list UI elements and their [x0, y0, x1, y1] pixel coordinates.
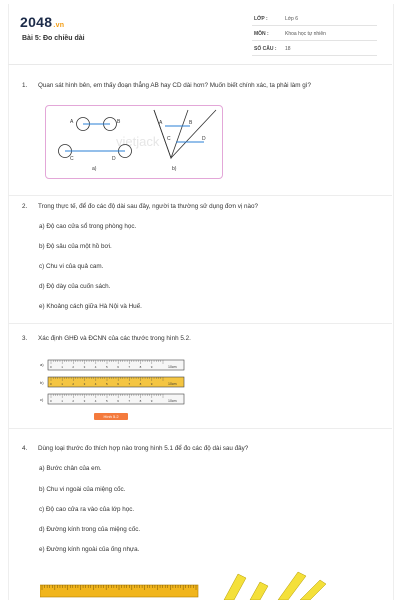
ruler-number: 9: [150, 365, 153, 369]
question-text: Trong thực tế, để đo các độ dài sau đây, người ta thường sử dụng đơn vị nào?: [38, 203, 259, 210]
ruler-number: 6: [117, 382, 119, 386]
ruler-number: 0: [50, 382, 52, 386]
ruler-number: 0: [50, 365, 52, 369]
ruler-number: 3: [83, 382, 86, 386]
option-item: a) Bước chân của em.: [39, 465, 102, 472]
ruler-label-c: c): [40, 397, 44, 402]
site-logo[interactable]: [20, 14, 64, 30]
meta-value: Khoa học tự nhiên: [285, 31, 326, 37]
ruler-number: 8: [139, 365, 142, 369]
question-text: Dùng loại thước đo thích hợp nào trong hình 5.1 để đo các độ dài sau đây?: [38, 445, 249, 452]
ruler-number: 1: [61, 365, 63, 369]
label-a2: A: [159, 120, 163, 126]
figure-caption: Hình 5.2: [94, 413, 128, 420]
label-c2: C: [167, 136, 171, 142]
label-b2: B: [189, 120, 193, 126]
meta-value: 18: [285, 46, 291, 52]
ruler-image: [40, 580, 200, 600]
label-b: B: [117, 119, 121, 125]
label-c: C: [70, 156, 74, 162]
ruler-number: 9: [150, 382, 153, 386]
tape-measure-svg: [220, 570, 330, 600]
meta-key: SỐ CÂU :: [254, 46, 277, 52]
ruler-number: 7: [128, 365, 131, 369]
meta-row-subject: [252, 29, 377, 41]
question-number: 1.: [22, 82, 28, 89]
ruler-number: 4: [94, 399, 97, 403]
option-item: c) Độ cao cửa ra vào của lớp học.: [39, 506, 135, 513]
ruler-label-b: b): [40, 380, 44, 385]
meta-key: LỚP :: [254, 16, 268, 22]
option-item: a) Độ cao cửa sổ trong phòng học.: [39, 223, 137, 230]
ruler-number: 6: [117, 365, 119, 369]
ruler-number: 4: [94, 365, 97, 369]
option-item: c) Chu vi của quả cam.: [39, 263, 104, 270]
question-text: Quan sát hình bên, em thấy đoạn thẳng AB hay CD dài hơn? Muốn biết chính xác, ta phải làm gì?: [38, 82, 311, 89]
label-a: A: [70, 119, 74, 125]
ruler-number: 8: [139, 399, 142, 403]
ruler-number: 7: [128, 399, 131, 403]
option-item: b) Chu vi ngoài của miệng cốc.: [39, 486, 126, 493]
figure-lines-ab-cd: [45, 105, 223, 179]
option-item: b) Độ sâu của một hồ bơi.: [39, 243, 112, 250]
ruler-a-unit: 10cm: [168, 365, 177, 369]
ruler-number: 3: [83, 399, 86, 403]
watermark-text: vietjack: [116, 134, 160, 149]
ruler-number: 8: [139, 382, 142, 386]
ruler-number: 3: [83, 365, 86, 369]
ruler-number: 2: [72, 382, 75, 386]
ruler-number: 2: [72, 365, 75, 369]
meta-key: MÔN :: [254, 31, 269, 37]
option-item: e) Khoảng cách giữa Hà Nội và Huế.: [39, 303, 142, 310]
logo-main: 2048: [20, 14, 53, 30]
ruler-image-svg: [40, 580, 200, 600]
ruler-label-a: a): [40, 362, 44, 367]
section-divider: [8, 323, 392, 324]
meta-value: Lớp 6: [285, 16, 299, 22]
caption-b: b): [172, 166, 177, 172]
ruler-number: 4: [94, 382, 97, 386]
question-text: Xác định GHĐ và ĐCNN của các thước trong hình 5.2.: [38, 335, 191, 342]
ruler-number: 5: [106, 365, 108, 369]
ruler-number: 1: [61, 399, 63, 403]
ruler-number: 5: [106, 399, 108, 403]
ruler-number: 0: [50, 399, 52, 403]
meta-row-grade: [252, 14, 377, 26]
option-item: d) Độ dày của cuốn sách.: [39, 283, 111, 290]
question-number: 4.: [22, 445, 28, 452]
rulers-svg: [38, 357, 188, 407]
label-d: D: [112, 156, 116, 162]
option-item: d) Đường kính trong của miệng cốc.: [39, 526, 141, 533]
header-divider: [8, 64, 392, 65]
caption-a: a): [92, 166, 97, 172]
ruler-b-unit: 10cm: [168, 382, 177, 386]
logo-suffix: .vn: [53, 22, 65, 29]
question-number: 2.: [22, 203, 28, 210]
meta-row-count: [252, 44, 377, 56]
ruler-number: 1: [61, 382, 63, 386]
ruler-number: 9: [150, 399, 153, 403]
question-number: 3.: [22, 335, 28, 342]
ruler-number: 7: [128, 382, 131, 386]
lesson-title: Bài 5: Đo chiều dài: [22, 35, 85, 42]
ruler-c-unit: 10cm: [168, 399, 177, 403]
ruler-number: 2: [72, 399, 75, 403]
section-divider: [8, 195, 392, 196]
ruler-number: 5: [106, 382, 108, 386]
figure-lines-svg: [46, 106, 222, 178]
label-d2: D: [202, 136, 206, 142]
ruler-number: 6: [117, 399, 119, 403]
section-divider: [8, 428, 392, 429]
option-item: e) Đường kính ngoài của ống nhựa.: [39, 546, 140, 553]
tape-measure-image: [220, 570, 330, 600]
